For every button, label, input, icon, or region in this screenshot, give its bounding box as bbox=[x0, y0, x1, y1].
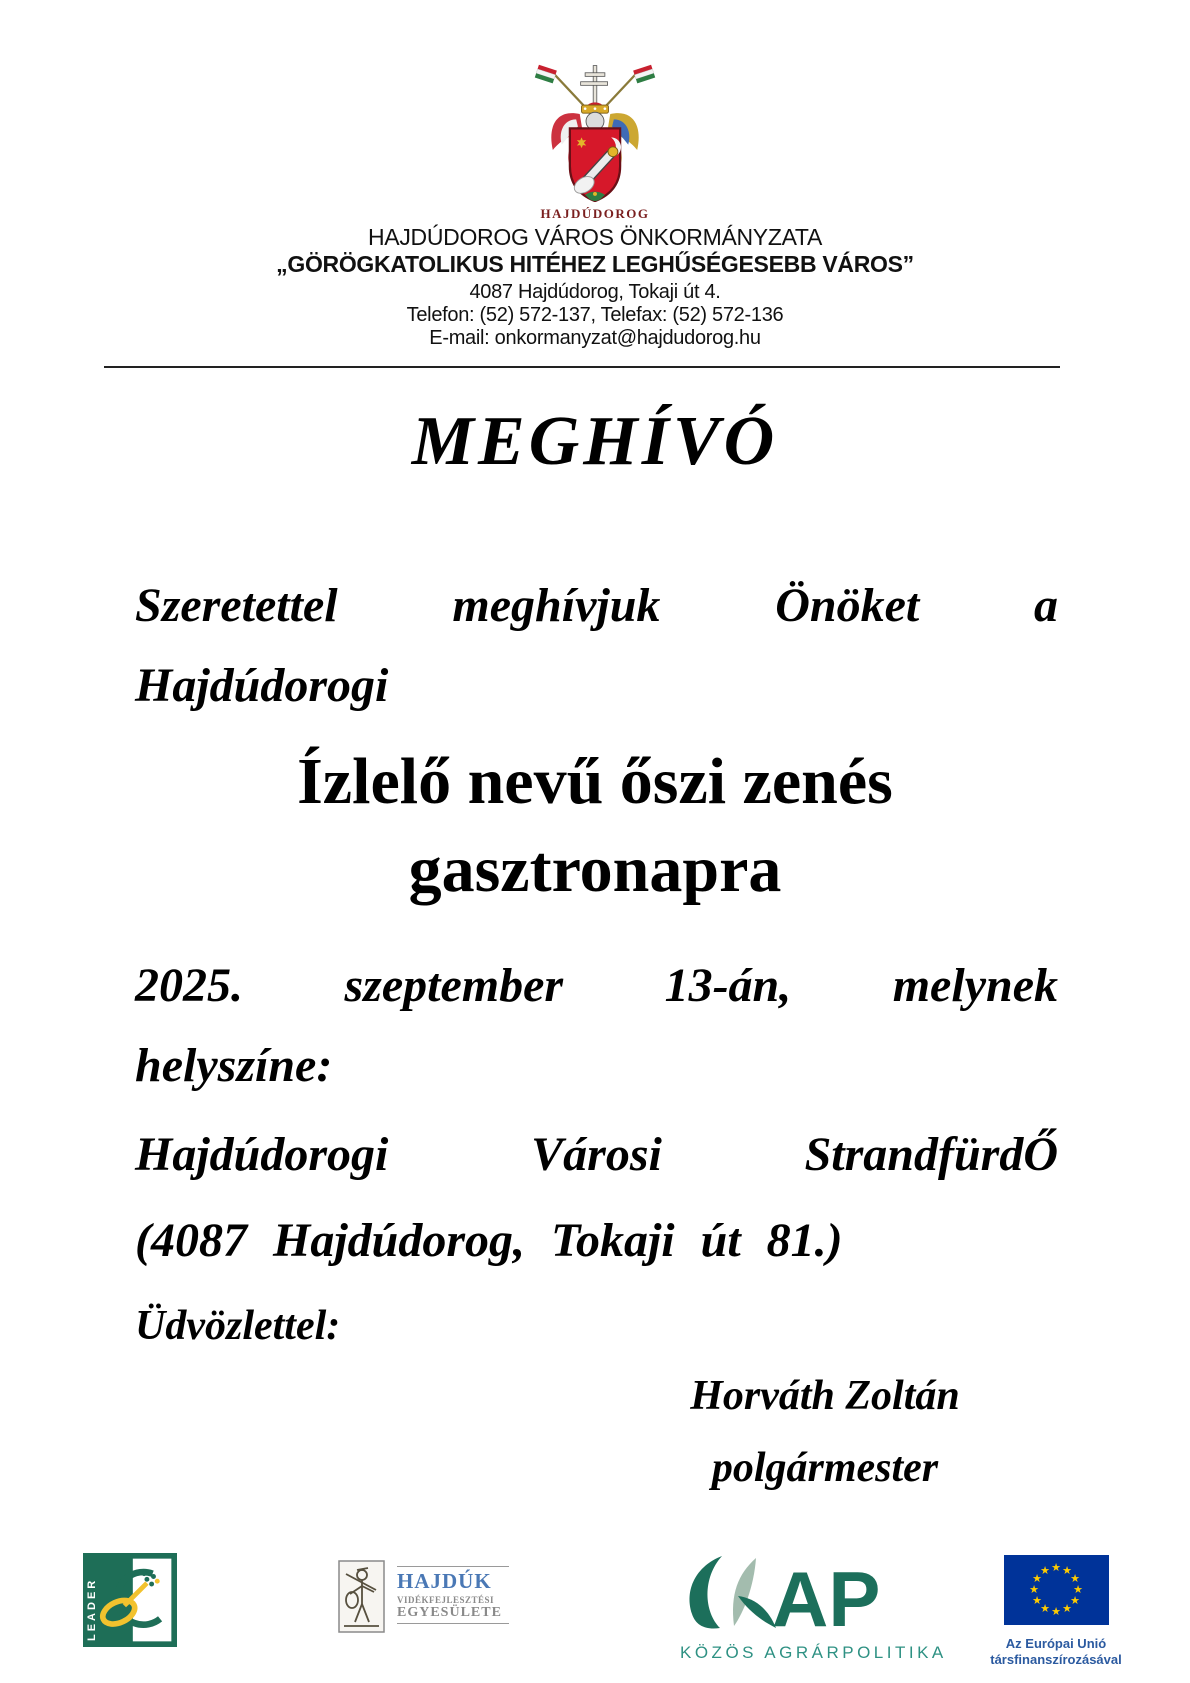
kap-logo-caption: KÖZÖS AGRÁRPOLITIKA bbox=[680, 1643, 947, 1662]
date-line-2: helyszíne: bbox=[135, 1039, 333, 1092]
svg-text:★: ★ bbox=[1050, 1605, 1061, 1618]
venue-line-1: Hajdúdorogi Városi StrandfürdŐ bbox=[135, 1128, 1058, 1181]
svg-text:★: ★ bbox=[1039, 1602, 1050, 1615]
svg-text:★: ★ bbox=[1072, 1583, 1083, 1596]
svg-text:★: ★ bbox=[1069, 1572, 1080, 1585]
org-motto: „GÖRÖGKATOLIKUS HITÉHEZ LEGHŰSÉGESEBB VÁROS” bbox=[276, 251, 914, 277]
hajduk-logo-sub2: EGYESÜLETE bbox=[397, 1605, 502, 1620]
leader-logo-label: LEADER bbox=[86, 1577, 98, 1641]
venue-line-2: (4087 Hajdúdorog, Tokaji út 81.) bbox=[135, 1214, 843, 1267]
svg-text:★: ★ bbox=[1039, 1564, 1050, 1577]
svg-text:★: ★ bbox=[1069, 1594, 1080, 1607]
signature-name: Horváth Zoltán bbox=[690, 1373, 960, 1419]
svg-text:★: ★ bbox=[1031, 1594, 1042, 1607]
svg-text:★: ★ bbox=[1028, 1583, 1039, 1596]
event-name-line-1: Ízlelő nevű őszi zenés bbox=[297, 745, 893, 818]
crest-caption: HAJDÚDOROG bbox=[540, 206, 650, 221]
event-name-line-2: gasztronapra bbox=[408, 833, 782, 906]
hajduk-top-rule bbox=[397, 1566, 509, 1567]
intro-line-2: Hajdúdorogi bbox=[135, 659, 389, 712]
date-paragraph bbox=[135, 946, 1058, 1106]
coat-of-arms-icon bbox=[528, 62, 663, 207]
invitation-title: MEGHÍVÓ bbox=[411, 403, 779, 480]
eu-caption-line-1: Az Európai Unió bbox=[1005, 1636, 1107, 1651]
eu-caption-line-2: társfinanszírozásával bbox=[990, 1652, 1122, 1667]
eu-funding-logo bbox=[990, 1555, 1122, 1668]
kap-logo bbox=[680, 1552, 947, 1663]
org-address: 4087 Hajdúdorog, Tokaji út 4. bbox=[469, 281, 721, 303]
org-email: E-mail: onkormanyzat@hajdudorog.hu bbox=[429, 327, 761, 349]
hajduk-warrior-icon bbox=[338, 1560, 385, 1638]
hajduk-logo-text bbox=[397, 1560, 509, 1626]
closing-salutation: Üdvözlettel: bbox=[135, 1303, 341, 1349]
signature-title: polgármester bbox=[711, 1445, 939, 1491]
kap-logo-letters: AP bbox=[772, 1555, 880, 1632]
leader-logo-icon bbox=[83, 1553, 177, 1647]
intro-paragraph bbox=[135, 566, 1058, 726]
svg-text:★: ★ bbox=[1050, 1561, 1061, 1574]
hajduk-logo bbox=[338, 1560, 509, 1638]
hajduk-logo-sub1: VIDÉKFEJLESZTÉSI bbox=[397, 1595, 495, 1605]
eu-funding-caption bbox=[990, 1636, 1122, 1668]
hajduk-bottom-rule bbox=[397, 1623, 509, 1624]
org-phone: Telefon: (52) 572-137, Telefax: (52) 572-136 bbox=[406, 304, 784, 326]
signature-block bbox=[610, 1372, 1040, 1492]
kap-logo-icon bbox=[680, 1552, 880, 1632]
svg-text:★: ★ bbox=[1031, 1572, 1042, 1585]
eu-flag-icon bbox=[1004, 1555, 1109, 1625]
header-divider bbox=[104, 366, 1060, 368]
venue-paragraph bbox=[135, 1112, 1058, 1284]
intro-line-1: Szeretettel meghívjuk Önöket a bbox=[135, 579, 1058, 632]
org-name: HAJDÚDOROG VÁROS ÖNKORMÁNYZATA bbox=[367, 224, 823, 250]
event-name bbox=[0, 738, 1190, 914]
date-line-1: 2025. szeptember 13-án, melynek bbox=[135, 959, 1058, 1012]
hajduk-logo-name: HAJDÚK bbox=[397, 1569, 492, 1593]
svg-text:★: ★ bbox=[1061, 1564, 1072, 1577]
svg-text:★: ★ bbox=[1061, 1602, 1072, 1615]
